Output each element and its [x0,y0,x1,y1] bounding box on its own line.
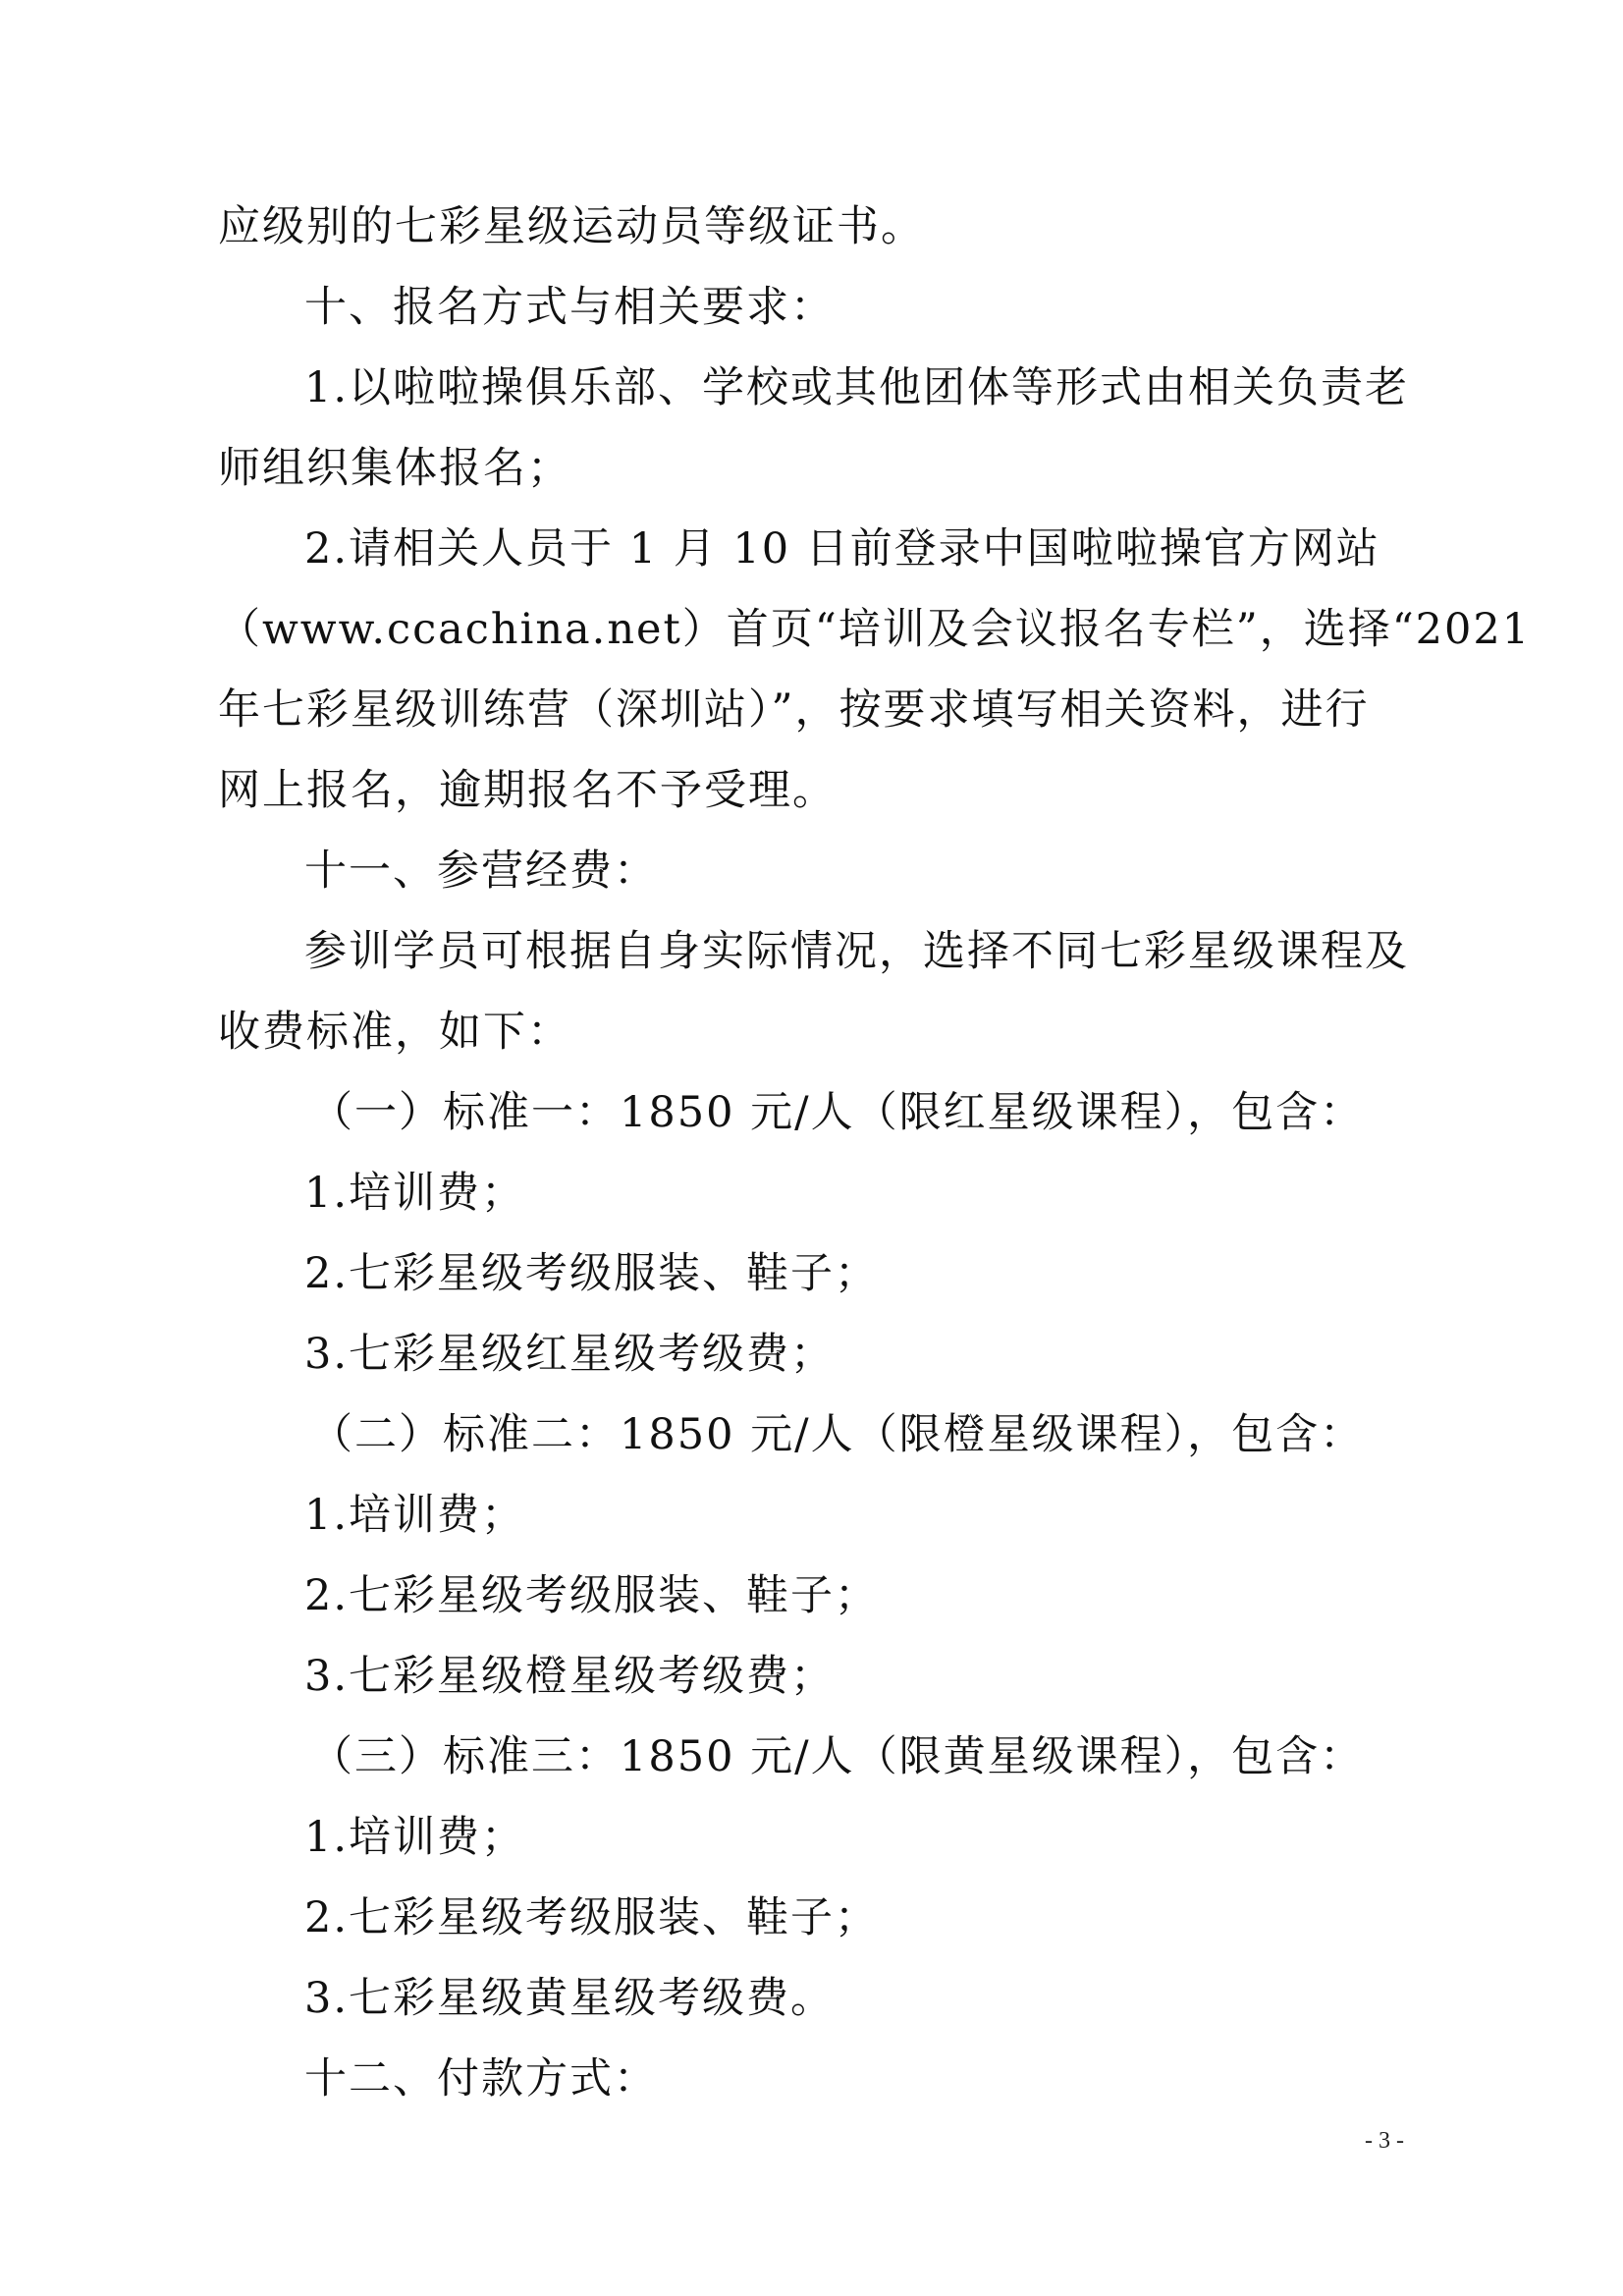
section-heading: 十二、付款方式： [304,2054,658,2104]
text-line: （www.ccachina.net）首页“培训及会议报名专栏”，选择“2021 [218,605,1532,654]
subsection-heading: （一）标准一：1850 元/人（限红星级课程），包含： [310,1088,1365,1137]
section-heading: 十一、参营经费： [304,847,658,896]
list-item: 2.七彩星级考级服装、鞋子； [304,1893,880,1942]
subsection-heading: （三）标准三：1850 元/人（限黄星级课程），包含： [310,1732,1365,1781]
list-item: 1.以啦啦操俱乐部、学校或其他团体等形式由相关负责老 [304,363,1410,412]
page-number: - 3 - [1365,2128,1404,2154]
text-line: 师组织集体报名； [218,444,571,493]
list-item: 1.培训费； [304,1169,526,1218]
list-item: 1.培训费； [304,1813,526,1862]
list-item: 3.七彩星级红星级考级费； [304,1330,836,1379]
list-item: 2.请相关人员于 1 月 10 日前登录中国啦啦操官方网站 [304,524,1380,574]
list-item: 3.七彩星级橙星级考级费； [304,1652,836,1701]
list-item: 1.培训费； [304,1491,526,1540]
text-line: 年七彩星级训练营（深圳站）”，按要求填写相关资料，进行 [218,685,1370,735]
list-item: 3.七彩星级黄星级考级费。 [304,1974,836,2023]
section-heading: 十、报名方式与相关要求： [304,283,835,332]
text-line: 应级别的七彩星级运动员等级证书。 [218,202,925,251]
list-item: 2.七彩星级考级服装、鞋子； [304,1249,880,1298]
text-line: 收费标准，如下： [218,1008,571,1057]
text-line: 参训学员可根据自身实际情况，选择不同七彩星级课程及 [304,927,1409,976]
list-item: 2.七彩星级考级服装、鞋子； [304,1571,880,1620]
subsection-heading: （二）标准二：1850 元/人（限橙星级课程），包含： [310,1410,1365,1459]
text-line: 网上报名，逾期报名不予受理。 [218,766,837,815]
